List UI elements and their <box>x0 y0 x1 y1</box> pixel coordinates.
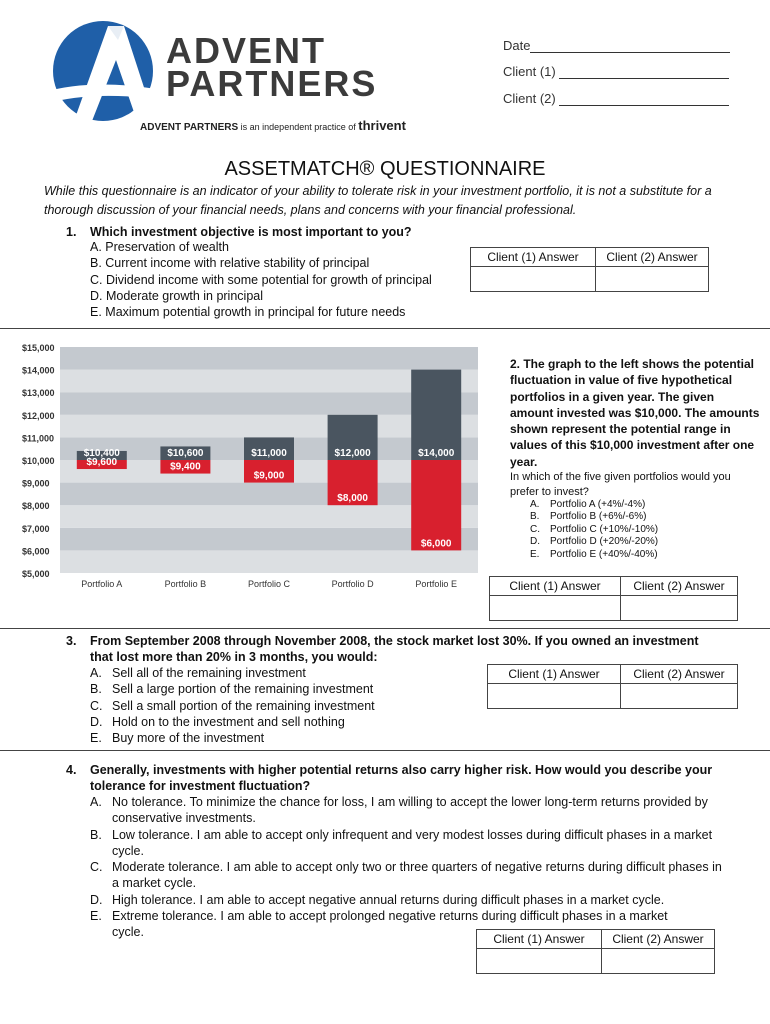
q3-option-b[interactable] <box>90 681 375 697</box>
q3-option-d-text: Hold on to the investment and sell nothing <box>112 714 345 729</box>
client1-label: Client (1) <box>503 64 556 79</box>
y-tick-label: $14,000 <box>22 365 55 376</box>
q3-option-b-letter: B. <box>90 682 102 697</box>
page-title: ASSETMATCH® QUESTIONNAIRE <box>224 158 546 180</box>
q4-option-d-letter: D. <box>90 892 103 907</box>
q4-option-a-text: No tolerance. To minimize the chance for loss, I am willing to accept the lower long-term returns provided by conservative investments. <box>112 795 708 826</box>
y-tick-label: $10,000 <box>22 456 55 466</box>
q2-subtext: In which of the five given portfolios would you prefer to invest? <box>510 471 731 498</box>
q4-options <box>90 794 730 941</box>
tagline <box>140 118 406 133</box>
y-tick-label: $8,000 <box>22 501 50 512</box>
brand-line-2: PARTNERS <box>166 63 378 104</box>
q1-client2-answer[interactable] <box>596 267 709 292</box>
q1-client2-header: Client (2) Answer <box>596 248 709 267</box>
q4-option-e-text: Extreme tolerance. I am able to accept prolonged negative returns during difficult phases in a market cycle. <box>112 909 668 940</box>
q3-text-line1: From September 2008 through November 2008, the stock market lost 30%. If you owned an investment <box>90 634 699 648</box>
brand-line-1: ADVENT <box>166 30 327 71</box>
low-value-label: $9,600 <box>86 457 118 469</box>
q4-option-c-text: Moderate tolerance. I am able to accept only two or three quarters of negative returns during difficult phases in a market cycle. <box>112 860 722 891</box>
high-value-label: $10,400 <box>83 448 120 459</box>
q4-answer-table <box>476 929 715 974</box>
q3-option-a-letter: A. <box>90 666 102 680</box>
y-tick-label: $12,000 <box>22 410 55 421</box>
chart-band <box>60 550 478 573</box>
client2-label: Client (2) <box>503 91 556 106</box>
q3-number: 3. <box>66 634 77 648</box>
q4-client2-header: Client (2) Answer <box>602 930 715 949</box>
q2-client1-header: Client (1) Answer <box>490 577 621 596</box>
divider <box>0 328 770 329</box>
x-category-label: Portfolio E <box>415 579 457 589</box>
q1-number: 1. <box>66 225 77 239</box>
q2-text: 2. The graph to the left shows the potential fluctuation in value of five hypothetical portfolios in a given year. The given amount invested was $10,000. The amounts shown represent the potential range in values of this $10,000 investment after one year. <box>510 357 760 469</box>
tagline-text: is an independent practice of <box>238 122 359 132</box>
q1-client1-header: Client (1) Answer <box>471 248 596 267</box>
q3-client2-answer[interactable] <box>621 684 738 709</box>
q2-option-d-text: Portfolio D (+20%/-20%) <box>550 536 659 548</box>
q3-option-a[interactable] <box>90 665 375 681</box>
q3-option-c-text: Sell a small portion of the remaining investment <box>112 698 375 713</box>
q1-option-c[interactable]: C. Dividend income with some potential for growth of principal <box>90 272 432 287</box>
q3-heading <box>66 633 756 665</box>
advent-logo-icon <box>44 20 162 122</box>
q2-client1-answer[interactable] <box>490 596 621 621</box>
q4-option-b[interactable] <box>90 827 730 860</box>
q3-option-c[interactable] <box>90 698 375 714</box>
portfolio-chart <box>0 336 500 596</box>
q2-option-d-letter: D. <box>530 536 540 548</box>
q1-option-b[interactable]: B. Current income with relative stability of principal <box>90 256 370 271</box>
q1-option-a[interactable]: A. Preservation of wealth <box>90 240 229 254</box>
date-field[interactable] <box>503 38 730 53</box>
q4-option-a[interactable] <box>90 794 730 827</box>
q1-answer-table <box>470 247 709 292</box>
x-category-label: Portfolio D <box>331 579 374 589</box>
q3-client2-header: Client (2) Answer <box>621 665 738 684</box>
q2-option-c-letter: C. <box>530 523 540 535</box>
high-value-label: $10,600 <box>167 448 204 459</box>
q4-option-b-letter: B. <box>90 827 102 842</box>
x-category-label: Portfolio B <box>164 579 207 589</box>
q3-option-d[interactable] <box>90 714 375 730</box>
q1-options <box>90 239 432 320</box>
x-category-label: Portfolio A <box>81 579 123 589</box>
q2-client2-header: Client (2) Answer <box>621 577 738 596</box>
q3-client1-answer[interactable] <box>488 684 621 709</box>
q2-option-e-text: Portfolio E (+40%/-40%) <box>550 548 658 560</box>
q1-heading <box>66 224 412 240</box>
q3-option-b-text: Sell a large portion of the remaining investment <box>112 682 374 697</box>
low-value-label: $8,000 <box>337 493 368 505</box>
q4-option-a-letter: A. <box>90 795 102 809</box>
y-tick-label: $9,000 <box>22 478 50 489</box>
q1-option-d[interactable]: D. Moderate growth in principal <box>90 288 263 303</box>
q3-text-line2: that lost more than 20% in 3 months, you would: <box>90 650 378 664</box>
q2-option-c-text: Portfolio C (+10%/-10%) <box>550 523 659 535</box>
divider <box>0 750 770 751</box>
y-tick-label: $15,000 <box>22 343 55 353</box>
q4-option-c-letter: C. <box>90 860 103 875</box>
q3-option-e[interactable] <box>90 730 375 746</box>
q4-text-line2: tolerance for investment fluctuation? <box>90 779 311 793</box>
x-category-label: Portfolio C <box>247 579 291 589</box>
q2-option-b[interactable] <box>530 511 658 523</box>
q2-client2-answer[interactable] <box>621 596 738 621</box>
q1-client1-answer[interactable] <box>471 267 596 292</box>
q2-option-e[interactable] <box>530 549 658 561</box>
low-value-label: $6,000 <box>420 538 452 550</box>
q2-option-b-letter: B. <box>530 511 540 523</box>
q3-options <box>90 665 375 746</box>
y-tick-label: $7,000 <box>22 523 50 534</box>
intro-text: While this questionnaire is an indicator of your ability to tolerate risk in your investment portfolio, it is not a substitute for a thorough discussion of your financial needs, plans and concerns with your financial professional. <box>44 184 712 217</box>
y-tick-label: $5,000 <box>22 569 50 579</box>
q1-option-e[interactable]: E. Maximum potential growth in principal for future needs <box>90 305 406 320</box>
tagline-bold: ADVENT PARTNERS <box>140 122 239 133</box>
q2-option-e-letter: E. <box>530 548 540 560</box>
q3-option-a-text: Sell all of the remaining investment <box>112 666 306 680</box>
chart-x-axis <box>81 579 457 589</box>
gain-bar <box>411 370 461 460</box>
q3-option-d-letter: D. <box>90 714 103 729</box>
q4-option-e-letter: E. <box>90 909 102 924</box>
q4-client1-answer[interactable] <box>477 949 602 974</box>
q4-option-d[interactable] <box>90 892 730 908</box>
q4-heading <box>66 762 756 794</box>
client1-field[interactable] <box>503 64 729 79</box>
y-tick-label: $13,000 <box>22 388 55 399</box>
q4-option-b-text: Low tolerance. I am able to accept only infrequent and very modest losses during difficult phases in a market cycle. <box>112 827 713 858</box>
q4-client2-answer[interactable] <box>602 949 715 974</box>
high-value-label: $14,000 <box>418 448 455 459</box>
loss-bar <box>411 460 461 550</box>
high-value-label: $12,000 <box>334 448 371 459</box>
high-value-label: $11,000 <box>251 448 287 459</box>
y-tick-label: $6,000 <box>22 546 50 557</box>
q2-answer-table <box>489 576 738 621</box>
q3-client1-header: Client (1) Answer <box>488 665 621 684</box>
q2-option-c[interactable] <box>530 524 658 536</box>
chart-y-axis <box>22 343 55 579</box>
q2-option-a-text: Portfolio A (+4%/-4%) <box>550 499 646 510</box>
q4-client1-header: Client (1) Answer <box>477 930 602 949</box>
client2-field[interactable] <box>503 91 729 106</box>
q3-answer-table <box>487 664 738 709</box>
q4-number: 4. <box>66 763 77 777</box>
q2-option-a-letter: A. <box>530 499 540 510</box>
q2-option-b-text: Portfolio B (+6%/-6%) <box>550 511 647 523</box>
q4-option-c[interactable] <box>90 859 730 892</box>
q2-options <box>530 499 658 561</box>
q1-text: Which investment objective is most important to you? <box>90 225 412 239</box>
q2-option-a[interactable] <box>530 499 658 511</box>
low-value-label: $9,400 <box>170 461 201 473</box>
q3-option-c-letter: C. <box>90 698 103 713</box>
chart-band <box>60 347 478 370</box>
tagline-brand: thrivent <box>358 118 406 133</box>
y-tick-label: $11,000 <box>22 433 55 444</box>
q3-option-e-letter: E. <box>90 731 102 746</box>
q3-option-e-text: Buy more of the investment <box>112 731 265 746</box>
low-value-label: $9,000 <box>253 470 285 482</box>
q2-option-d[interactable] <box>530 536 658 548</box>
q4-text-line1: Generally, investments with higher potential returns also carry higher risk. How would you describe your <box>90 763 713 777</box>
date-label: Date <box>503 38 531 53</box>
q4-option-d-text: High tolerance. I am able to accept negative annual returns during difficult phases in a market cycle. <box>112 892 665 907</box>
divider <box>0 628 770 629</box>
